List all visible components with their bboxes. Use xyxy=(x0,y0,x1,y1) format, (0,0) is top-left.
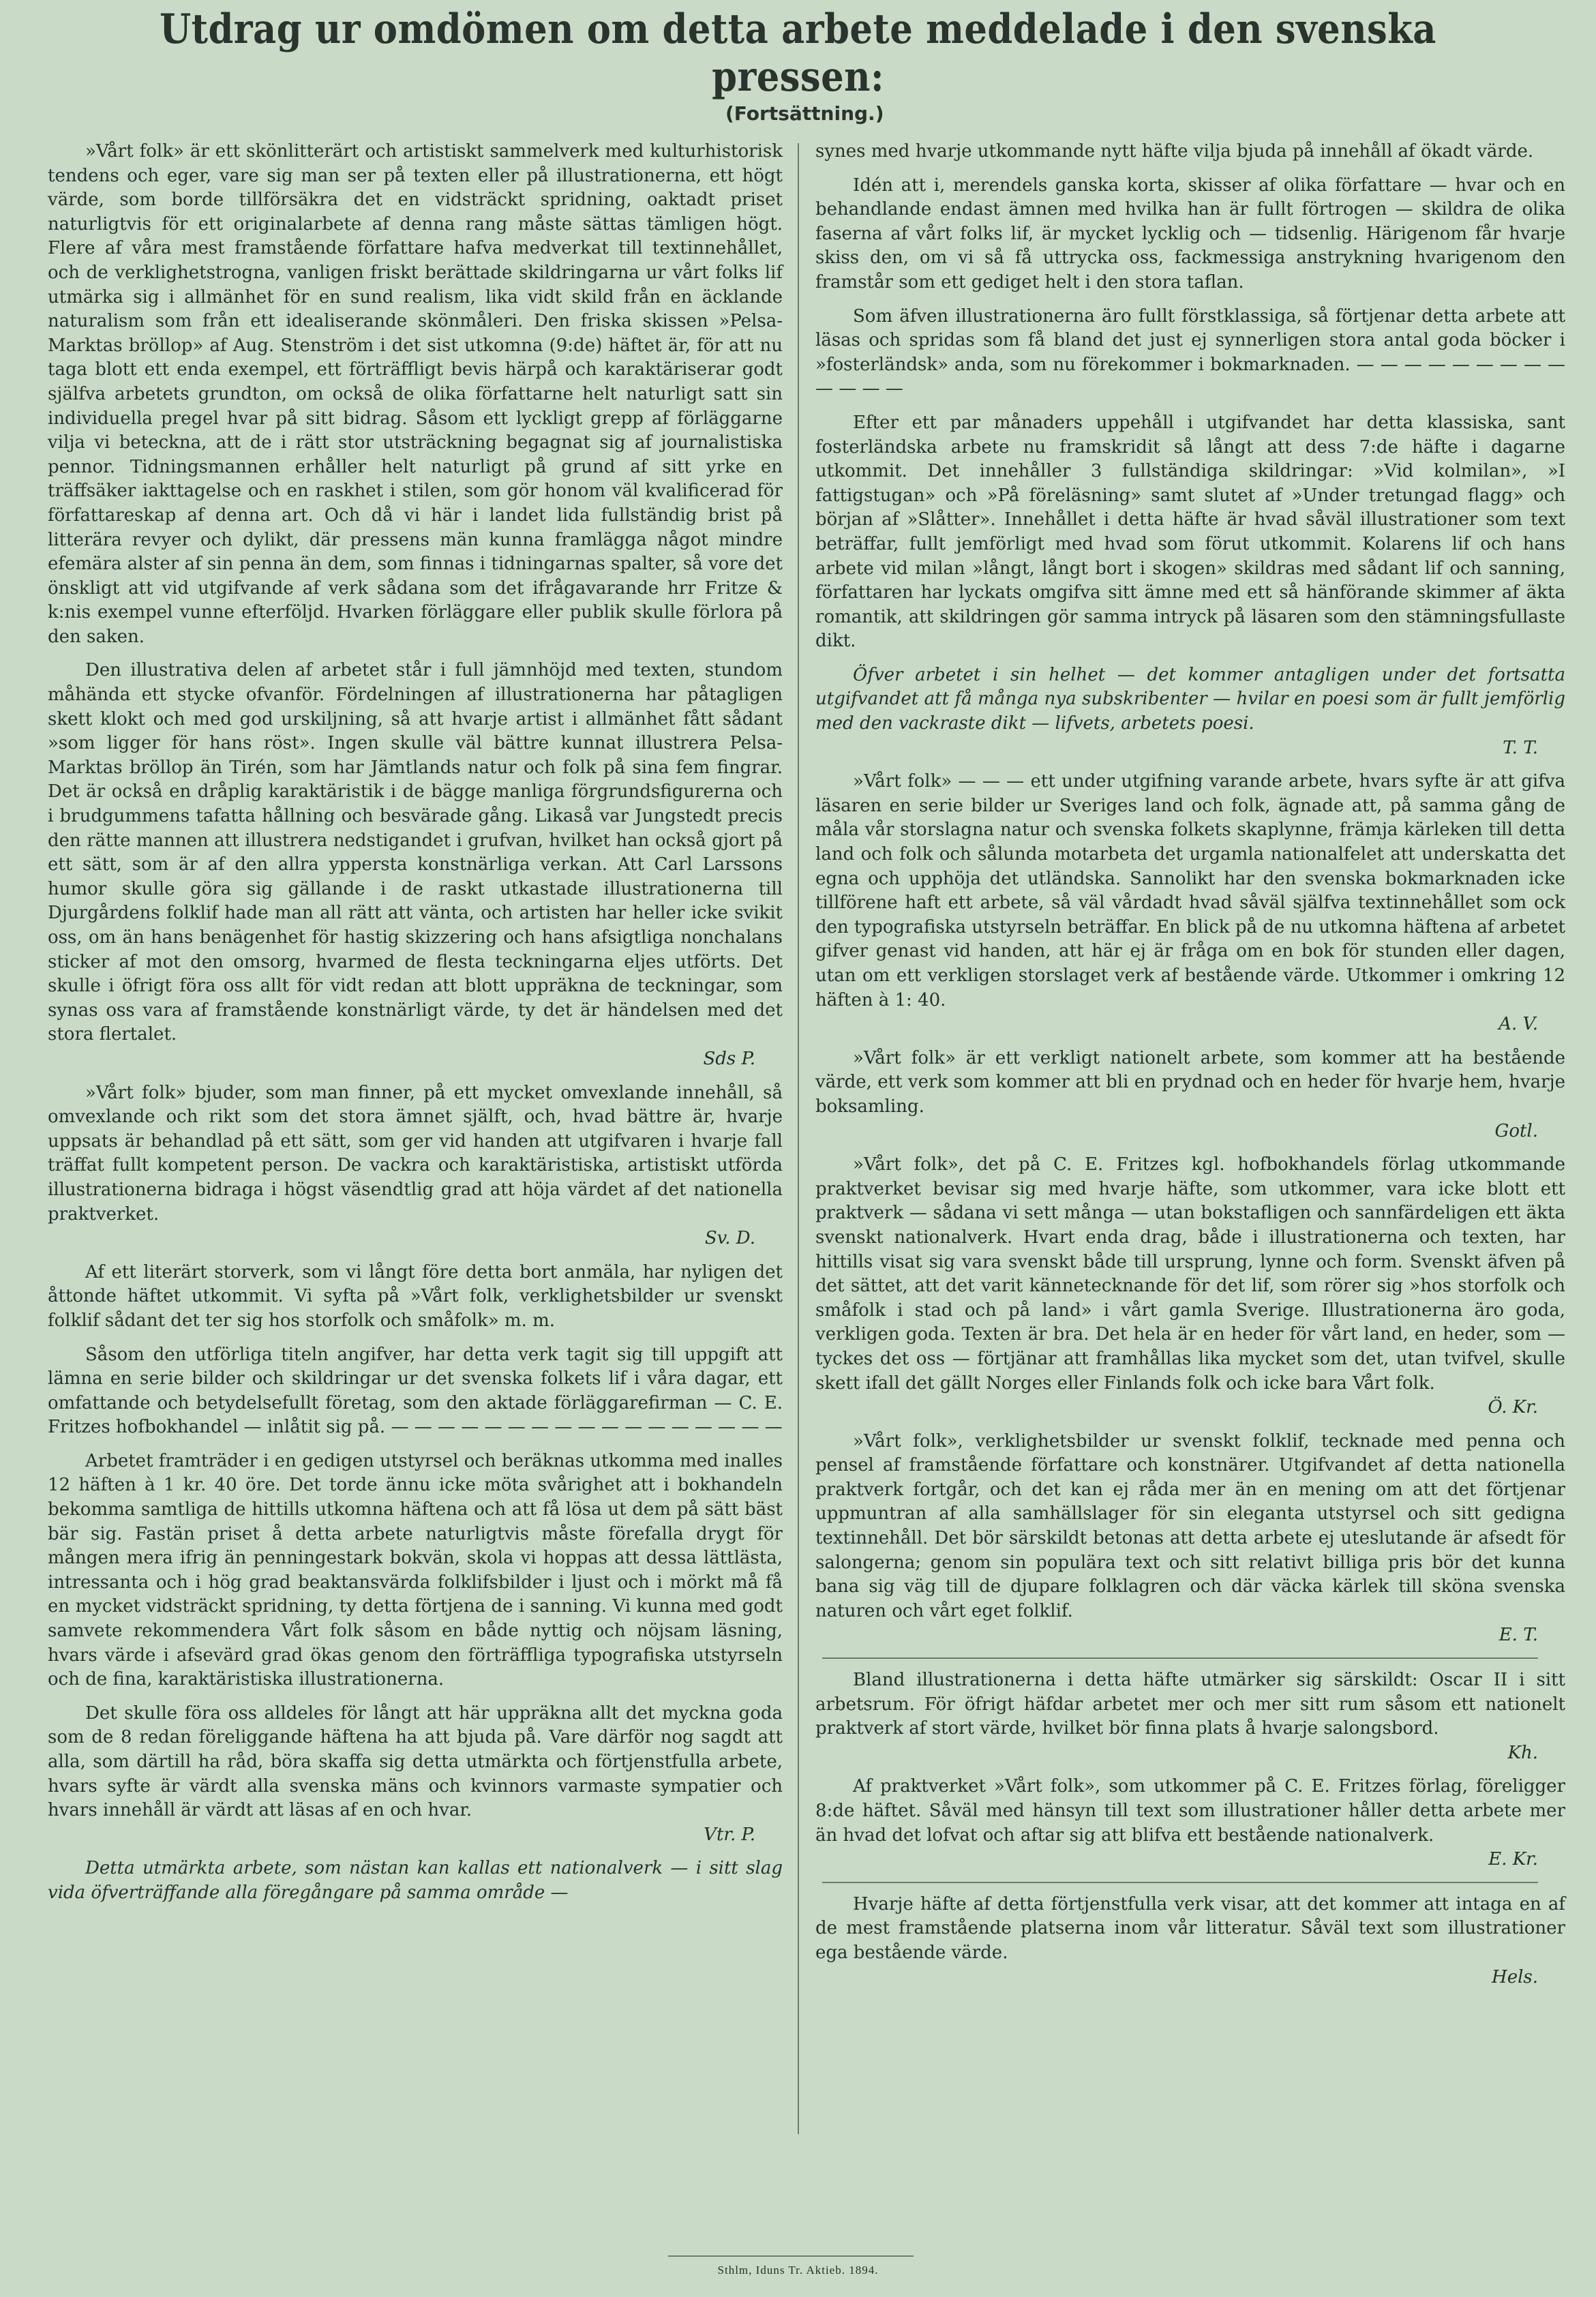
review-signature: Vtr. P. xyxy=(704,1824,755,1845)
review-signature: A. V. xyxy=(1499,1014,1538,1035)
column-divider xyxy=(798,143,799,2134)
review-paragraph xyxy=(815,174,1565,295)
section-rule xyxy=(822,1882,1538,1883)
review-text: »Vårt folk» bjuder, som man finner, på ett mycket omvexlande innehåll, så omvexlande och rikt som det stora ämnet själft, och, hvad bättre är, hvarje uppsats är behandlad på ett sätt, som ger vid handen att utgifvaren i hvarje fall träffat fullt kompetent person. De vackra och karaktäristiska, artistiskt utförda illustrationerna bidraga i högst väsendtlig grad att höja värdet af det nationella praktverket. xyxy=(48,1082,783,1225)
footer-rule xyxy=(668,2255,914,2257)
review-paragraph xyxy=(815,140,1565,164)
review-text: Som äfven illustrationerna äro fullt förstklassiga, så förtjenar detta arbete att läsas och spridas som få bland det just ej synnerligen stora antal goda böcker i »fosterländsk» anda, som nu förekommer i bokmarknaden. — — — — — — — — — — — — — xyxy=(815,305,1565,400)
review-text: Detta utmärkta arbete, som nästan kan kallas ett nationalverk — i sitt slag vida öfverträffande alla föregångare på samma område — xyxy=(48,1858,783,1903)
review-signature: Ö. Kr. xyxy=(1488,1397,1538,1418)
review-paragraph xyxy=(815,770,1565,1037)
review-paragraph xyxy=(48,140,783,649)
review-paragraph xyxy=(48,1702,783,1848)
review-paragraph xyxy=(815,663,1565,760)
printer-imprint: Sthlm, Iduns Tr. Aktieb. 1894. xyxy=(717,2264,879,2277)
left-column xyxy=(48,140,783,1915)
review-paragraph xyxy=(815,1893,1565,1990)
right-column xyxy=(815,140,1565,1999)
review-text: Af ett literärt storverk, som vi långt före detta bort anmäla, har nyligen det åttonde häftet utkommit. Vi syfta på »Vårt folk, verklighetsbilder ur svenskt folklif sådant det ter sig hos storfolk och småfolk» m. m. xyxy=(48,1261,783,1331)
review-paragraph xyxy=(48,1081,783,1251)
review-paragraph xyxy=(815,1153,1565,1420)
review-text: Bland illustrationerna i detta häfte utmärker sig särskildt: Oscar II i sitt arbetsrum. För öfrigt häfdar arbetet mer och mer sitt rum såsom ett nationelt praktverk af stort värde, hvilket bör finna plats å hvarje salongsbord. xyxy=(815,1670,1565,1739)
review-paragraph xyxy=(815,411,1565,654)
review-signature: Sds P. xyxy=(703,1048,755,1069)
review-text: »Vårt folk» är ett skönlitterärt och artistiskt sammelverk med kulturhistorisk tendens och eger, vare sig man ser på texten eller på illustrationerna, ett högt värde, som borde tillförsäkra det en vidsträckt spridning, oaktadt priset naturligtvis för ett originalarbete af denna rang måste sättas tämligen högt. Flere af våra mest framstående författare hafva medverkat till textinnehållet, och de verklighetstrogna, vanligen friskt berättade skildringarna ur vårt folks lif utmärka sig i allmänhet för en sund realism, lika vidt skild från en äcklande naturalism som från ett idealiserande skönmåleri. Den friska skissen »Pelsa-Marktas bröllop» af Aug. Stenström i det sist utkomna (9:de) häftet är, för att nu taga blott ett enda exempel, ett förträffligt bevis härpå och karaktäriserar godt själfva arbetets grundton, om också de olika författarne helt naturligt satt sin individuella pregel hvar på sitt bidrag. Såsom ett lyckligt grepp af förläggarne vilja vi beteckna, att de i rätt stor utsträckning begagnat sig af journalistiska pennor. Tidningsmannen erhåller helt naturligt på grund af sitt yrke en träffsäker iakttagelse och en raskhet i stilen, som gör honom väl kvalificerad för författareskap af denna art. Och då vi här i landet lida fullständig brist på litterära revyer och dylikt, där pressens män kunna framlägga något mindre efemära alster af sin penna än dem, som finnas i tidningarnas spalter, så vore det önskligt att vid utgifvande af verk sådana som det ifrågavarande hrr Fritze & k:nis exempel vunne efterföljd. Hvarken förläggare eller publik skulle förlora på den saken. xyxy=(48,141,783,647)
section-rule xyxy=(822,1657,1538,1659)
review-paragraph xyxy=(48,1343,783,1440)
review-signature: E. T. xyxy=(1499,1625,1538,1646)
review-text: Af praktverket »Vårt folk», som utkommer på C. E. Fritzes förlag, föreligger 8:de häftet. Såväl med hänsyn till text som illustrationer håller detta arbete mer än hvad det lofvat och aftar sig att blifva ett bestående nationalverk. xyxy=(815,1776,1565,1846)
review-text: »Vårt folk», verklighetsbilder ur svenskt folklif, tecknade med penna och pensel af framstående författare och konstnärer. Utgifvandet af detta nationella praktverk fortgår, och det kan ej råda mer än en mening om att det förtjenar uppmuntran af alla samhällslager för sin eleganta utstyrsel och sitt gedigna textinnehåll. Det bör särskildt betonas att detta arbete ej uteslutande är afsedt för salongerna; genom sin populära text och sitt relativt billiga pris bör det kunna bana sig väg till de djupare folklagren och där väcka kärlek till sköna svenska naturen och vårt eget folklif. xyxy=(815,1430,1565,1621)
review-text: Idén att i, merendels ganska korta, skisser af olika författare — hvar och en behandlande endast ämnen med hvilka han är fullt förtrogen — skildra de olika faserna af vårt folks lif, är mycket lycklig och — tidsenlig. Härigenom får hvarje skiss den, om vi så få uttrycka oss, fackmessiga anstrykning hvarigenom den framstår som ett gediget helt i den stora taflan. xyxy=(815,175,1565,292)
review-text: »Vårt folk» är ett verkligt nationelt arbete, som kommer att ha bestående värde, ett verk som kommer att bli en prydnad och en heder för hvarje hem, hvarje boksamling. xyxy=(815,1047,1565,1117)
review-text: Öfver arbetet i sin helhet — det kommer antagligen under det fortsatta utgifvandet att få många nya subskribenter — hvilar en poesi som är fullt jemförlig med den vackraste dikt — lifvets, arbetets poesi. xyxy=(815,664,1565,734)
review-text: »Vårt folk» — — — ett under utgifning varande arbete, hvars syfte är att gifva läsaren en serie bilder ur Sveriges land och folk, ägnade att, på samma gång de måla vår storslagna natur och svenska folkets skaplynne, främja kärleken till detta land och folk och sålunda motarbeta det urgamla nationalfelet att underskatta det egna och upphöja det utländska. Sannolikt har den svenska bokmarknaden icke tillförene haft ett arbete, så väl vårdadt hvad såväl själfva textinnehållet som ock den typografiska utstyrseln beträffar. En blick på de nu utkomna häftena af arbetet gifver genast vid handen, att här ej är fråga om en bok för stunden eller dagen, utan om ett verkligen storslaget verk af bestående värde. Utkommer i omkring 12 häften à 1: 40. xyxy=(815,771,1565,1010)
review-signature: E. Kr. xyxy=(1488,1849,1538,1870)
review-text: Såsom den utförliga titeln angifver, har detta verk tagit sig till uppgift att lämna en serie bilder och skildringar ur det svenska folkets lif i våra dagar, ett omfattande och betydelsefullt företag, som den aktade förläggarefirman — C. E. Fritzes hofbokhandel — inlåtit sig på. — — — — — — — — — — — — — — — — — xyxy=(48,1344,783,1438)
review-paragraph xyxy=(815,1047,1565,1143)
review-paragraph xyxy=(48,1450,783,1692)
review-text: synes med hvarje utkommande nytt häfte vilja bjuda på innehåll af ökadt värde. xyxy=(815,141,1534,162)
review-paragraph xyxy=(815,1668,1565,1765)
page-heading: Utdrag ur omdömen om detta arbete meddelade i den svenska pressen: xyxy=(160,5,1436,101)
review-signature: T. T. xyxy=(1503,737,1538,758)
review-paragraph xyxy=(48,1857,783,1905)
review-signature: Hels. xyxy=(1492,1966,1538,1987)
review-text: Efter ett par månaders uppehåll i utgifvandet har detta klassiska, sant fosterländska arbete nu framskridit så långt att dess 7:de häfte i dagarne utkommit. Det innehåller 3 fullständiga skildringar: »Vid kolmilan», »I fattigstugan» och »På föreläsning» samt slutet af »Under tretungad flagg» och början af »Slåtter». Innehållet i detta häfte är hvad såväl illustrationer som text beträffar, fullt jemförligt med hvad som förut utkommit. Kolarens lif och hans arbete vid milan »långt, långt bort i skogen» skildras med sådant lif och sanning, författaren har lyckats omgifva sitt ämne med ett så hänförande skimmer af äkta romantik, att skildringen gör samma intryck på läsaren som den stämningsfullaste dikt. xyxy=(815,412,1565,652)
review-paragraph xyxy=(815,305,1565,402)
review-text: Arbetet framträder i en gedigen utstyrsel och beräknas utkomma med inalles 12 häften à 1 kr. 40 öre. Det torde ännu icke möta svårighet att i bokhandeln bekomma samtliga de hittills utkomna häftena och att få lösa ut dem på sätt bäst bär sig. Fastän priset å detta arbete naturligtvis måste förefalla drygt för mången mera ifrig än penningestark bokvän, skola vi hoppas att dessa lättlästa, intressanta och i hög grad beaktansvärda folklifsbilder i ljust och i mörkt må få en mycket vidsträckt spridning, ty detta förtjena de i sanning. Vi kunna med godt samvete rekommendera Vårt folk såsom en både nyttig och nöjsam läsning, hvars värde i afsevärd grad ökas genom den förträffliga typografiska utstyrseln och de fina, karaktäristiska illustrationerna. xyxy=(48,1450,783,1690)
review-signature: Gotl. xyxy=(1494,1120,1538,1141)
review-text: Den illustrativa delen af arbetet står i full jämnhöjd med texten, stundom måhända ett stycke ofvanför. Fördelningen af illustrationerna har påtagligen skett klokt och med god urskiljning, så att hvarje artist i allmänhet fått sådant »som ligger för hans röst». Ingen skulle väl bättre kunnat illustrera Pelsa-Marktas bröllop än Tirén, som har Jämtlands natur och folk på sina fem fingrar. Det är också en dråplig karaktäristik i de bägge manliga förgrundsfigurerna och i brudgummens tafatta hållning och besvärade gång. Likaså var Jungstedt precis den rätte mannen att illustrera nedstigandet i grufvan, hvilket han också gjort på ett sätt, som är af den allra yppersta konstnärliga verkan. Att Carl Larssons humor skulle göra sig gällande i de raskt utkastade illustrationerna till Djurgårdens folklif hade man all rätt att vänta, och artisten har heller icke svikit oss, om än hans benägenhet för hastig skizzering och hans afsigtliga nonchalans sticker af mot den omsorg, hvarmed de flesta teckningarna eljes utförts. Det skulle i öfrigt föra oss allt för vidt redan att blott uppräkna de teckningar, som synas oss vara af framstående konstnärligt värde, ty det är händelsen med det stora flertalet. xyxy=(48,660,783,1045)
review-paragraph xyxy=(815,1430,1565,1648)
review-text: Hvarje häfte af detta förtjenstfulla verk visar, att det kommer att intaga en af de mest framstående platserna inom vår litteratur. Såväl text som illustrationer ega bestående värde. xyxy=(815,1893,1565,1963)
review-paragraph xyxy=(48,659,783,1071)
review-paragraph xyxy=(815,1775,1565,1872)
review-paragraph xyxy=(48,1261,783,1334)
review-text: »Vårt folk», det på C. E. Fritzes kgl. hofbokhandels förlag utkommande praktverket bevisar sig med hvarje häfte, som utkommer, vara icke blott ett praktverk — sådana vi sett många — utan bokstafligen och sannfärdeligen ett äkta svenskt nationalverk. Hvart enda drag, både i illustrationerna och texten, har hittills visat sig vara svenskt både till ursprung, lynne och form. Svenskt äfven på det sättet, att det varit kännetecknande för det lif, som rörer sig »hos storfolk och småfolk i stad och på land» i vårt gamla Sverige. Illustrationerna äro goda, verkligen goda. Texten är bra. Det hela är en heder för vårt land, en heder, som — tyckes det oss — förtjänar att framhållas lika mycket som det, utan tvifvel, skulle skett ifall det gällt Norges eller Finlands folk och icke bara Vårt folk. xyxy=(815,1154,1565,1394)
review-signature: Kh. xyxy=(1507,1742,1538,1763)
page-subheading: (Fortsättning.) xyxy=(725,102,884,125)
review-text: Det skulle föra oss alldeles för långt att här uppräkna allt det myckna goda som de 8 redan föreliggande häftena ha att bjuda på. Vare därför nog sagdt att alla, som därtill ha råd, böra skaffa sig detta utmärkta och förtjenstfulla arbete, hvars syfte är värdt alla svenska mäns och kvinnors varmaste sympatier och hvars innehåll är värdt att läsas af en och hvar. xyxy=(48,1702,783,1821)
review-signature: Sv. D. xyxy=(704,1228,755,1249)
